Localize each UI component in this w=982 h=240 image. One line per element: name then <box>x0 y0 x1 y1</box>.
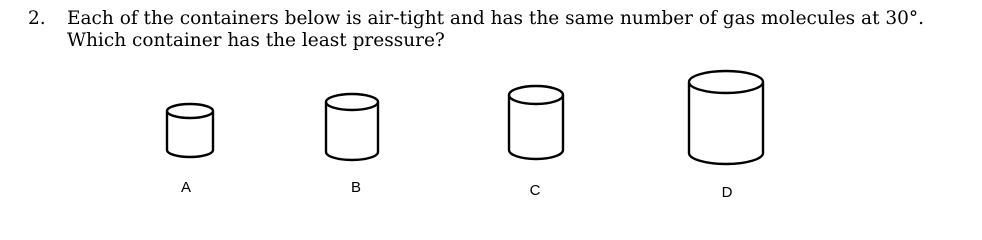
question-text-line-1: Each of the containers below is air-tight and has the same number of gas molecules at 30°. <box>67 8 925 29</box>
container-a-cylinder-icon <box>167 104 213 157</box>
container-b-label: B <box>350 179 362 196</box>
container-d-label: D <box>721 184 733 201</box>
container-c <box>509 86 563 199</box>
container-c-cylinder-icon <box>509 86 563 159</box>
container-a <box>167 104 213 196</box>
container-c-label: C <box>529 182 541 199</box>
container-d <box>689 71 763 201</box>
question-text-line-2: Which container has the least pressure? <box>67 30 445 51</box>
container-d-cylinder-icon <box>689 71 763 164</box>
container-b <box>326 94 378 196</box>
container-a-label: A <box>180 179 192 196</box>
container-b-cylinder-icon <box>326 94 378 160</box>
question-number: 2. <box>28 8 46 29</box>
